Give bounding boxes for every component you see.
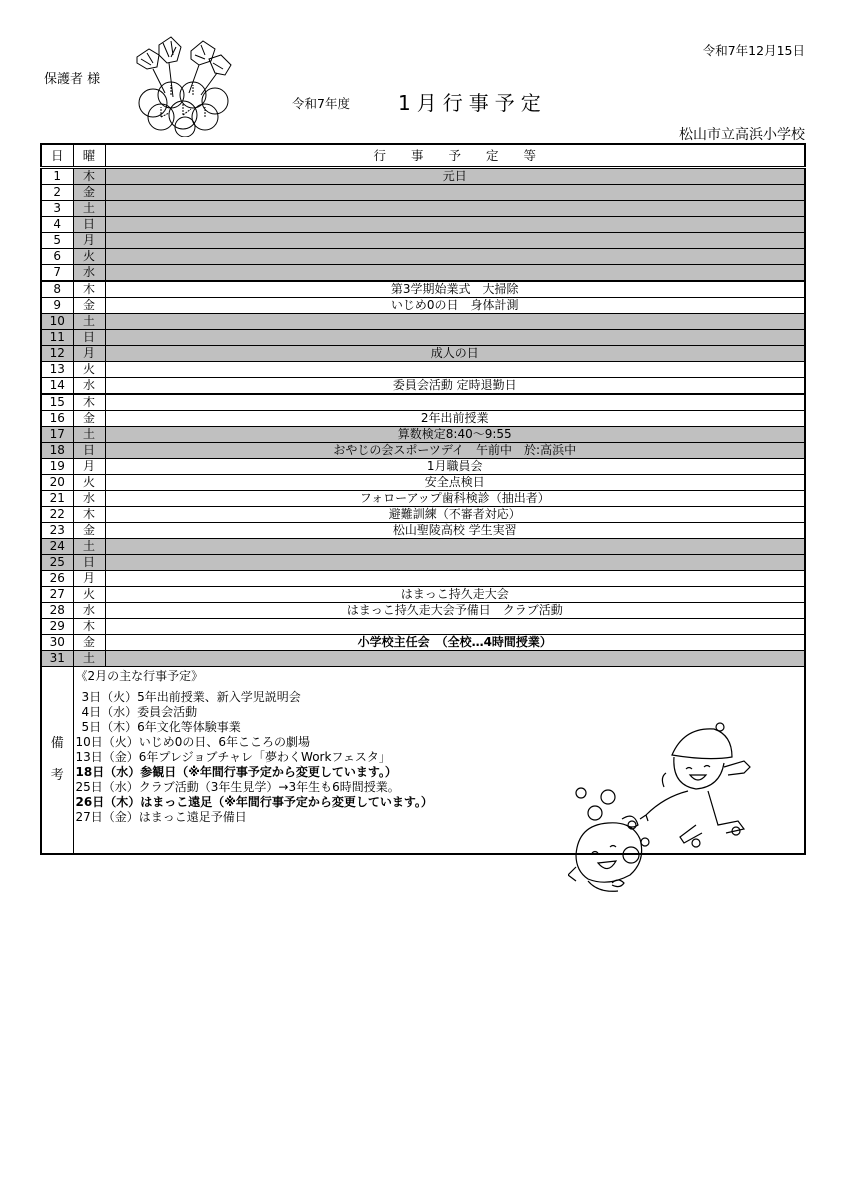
table-row — [41, 185, 805, 201]
weekday-cell: 木 — [73, 281, 105, 298]
table-row — [41, 635, 805, 651]
flower-illustration-icon — [131, 33, 239, 137]
weekday-cell: 金 — [73, 298, 105, 314]
table-row — [41, 443, 805, 459]
children-snowball-illustration-icon — [568, 715, 768, 895]
day-cell: 2 — [41, 185, 73, 201]
day-cell: 20 — [41, 475, 73, 491]
table-row — [41, 411, 805, 427]
weekday-cell: 金 — [73, 185, 105, 201]
table-row — [41, 378, 805, 395]
table-header-row — [41, 144, 805, 168]
table-row — [41, 249, 805, 265]
table-row — [41, 619, 805, 635]
weekday-cell: 火 — [73, 249, 105, 265]
weekday-cell: 土 — [73, 314, 105, 330]
event-cell — [105, 249, 805, 265]
event-cell — [105, 314, 805, 330]
note-item: 4日（水）委員会活動 — [81, 705, 198, 719]
table-row — [41, 201, 805, 217]
table-row — [41, 427, 805, 443]
day-cell: 7 — [41, 265, 73, 282]
table-row — [41, 298, 805, 314]
weekday-cell: 水 — [73, 603, 105, 619]
notes-label — [41, 667, 73, 855]
weekday-cell: 日 — [73, 330, 105, 346]
table-row — [41, 330, 805, 346]
issue-date: 令和7年12月15日 — [702, 43, 805, 58]
weekday-cell: 土 — [73, 201, 105, 217]
day-cell: 16 — [41, 411, 73, 427]
table-row — [41, 217, 805, 233]
column-header-weekday: 曜 — [73, 144, 105, 168]
table-row — [41, 587, 805, 603]
event-cell: 1月職員会 — [105, 459, 805, 475]
weekday-cell: 木 — [73, 168, 105, 185]
event-cell: 元日 — [105, 168, 805, 185]
weekday-cell: 月 — [73, 233, 105, 249]
weekday-cell: 月 — [73, 459, 105, 475]
event-cell — [105, 394, 805, 411]
weekday-cell: 金 — [73, 411, 105, 427]
table-row — [41, 507, 805, 523]
day-cell: 10 — [41, 314, 73, 330]
event-cell: はまっこ持久走大会 — [105, 587, 805, 603]
event-cell: 算数検定8:40～9:55 — [105, 427, 805, 443]
weekday-cell: 火 — [73, 362, 105, 378]
day-cell: 26 — [41, 571, 73, 587]
table-row — [41, 281, 805, 298]
table-row — [41, 539, 805, 555]
day-cell: 1 — [41, 168, 73, 185]
table-row — [41, 523, 805, 539]
day-cell: 3 — [41, 201, 73, 217]
column-header-day: 日 — [41, 144, 73, 168]
event-cell: 松山聖陵高校 学生実習 — [105, 523, 805, 539]
day-cell: 14 — [41, 378, 73, 395]
day-cell: 11 — [41, 330, 73, 346]
day-cell: 6 — [41, 249, 73, 265]
note-item-important: 18日（水）参観日（※年間行事予定から変更しています。） — [75, 765, 397, 779]
event-cell — [105, 362, 805, 378]
event-cell: 成人の日 — [105, 346, 805, 362]
event-cell: 第3学期始業式 大掃除 — [105, 281, 805, 298]
day-cell: 28 — [41, 603, 73, 619]
note-item: 3日（火）5年出前授業、新入学児説明会 — [81, 690, 301, 704]
note-item-important: 26日（木）はまっこ遠足（※年間行事予定から変更しています。） — [75, 795, 433, 809]
fiscal-year: 令和7年度 — [292, 96, 350, 111]
event-cell — [105, 571, 805, 587]
weekday-cell: 金 — [73, 635, 105, 651]
weekday-cell: 水 — [73, 378, 105, 395]
table-row — [41, 491, 805, 507]
note-item: 10日（火）いじめ0の日、6年こころの劇場 — [75, 735, 311, 749]
weekday-cell: 火 — [73, 587, 105, 603]
weekday-cell: 土 — [73, 651, 105, 667]
day-cell: 4 — [41, 217, 73, 233]
event-cell: はまっこ持久走大会予備日 クラブ活動 — [105, 603, 805, 619]
notes-label-top: 備 — [50, 736, 64, 751]
day-cell: 18 — [41, 443, 73, 459]
event-cell — [105, 185, 805, 201]
day-cell: 27 — [41, 587, 73, 603]
day-cell: 30 — [41, 635, 73, 651]
day-cell: 22 — [41, 507, 73, 523]
day-cell: 24 — [41, 539, 73, 555]
weekday-cell: 火 — [73, 475, 105, 491]
table-row — [41, 603, 805, 619]
event-cell: いじめ0の日 身体計測 — [105, 298, 805, 314]
table-row — [41, 265, 805, 282]
weekday-cell: 日 — [73, 443, 105, 459]
day-cell: 19 — [41, 459, 73, 475]
note-item: 27日（金）はまっこ遠足予備日 — [75, 810, 247, 824]
column-header-events: 行 事 予 定 等 — [105, 144, 805, 168]
notes-label-bottom: 考 — [50, 768, 64, 783]
event-cell: 2年出前授業 — [105, 411, 805, 427]
day-cell: 9 — [41, 298, 73, 314]
weekday-cell: 水 — [73, 491, 105, 507]
event-cell: 安全点検日 — [105, 475, 805, 491]
day-cell: 17 — [41, 427, 73, 443]
table-row — [41, 394, 805, 411]
table-row — [41, 459, 805, 475]
weekday-cell: 土 — [73, 427, 105, 443]
table-row — [41, 475, 805, 491]
weekday-cell: 金 — [73, 523, 105, 539]
day-cell: 5 — [41, 233, 73, 249]
event-cell: おやじの会スポーツデイ 午前中 於:高浜中 — [105, 443, 805, 459]
event-cell — [105, 233, 805, 249]
table-row — [41, 314, 805, 330]
event-cell — [105, 330, 805, 346]
event-cell: フォローアップ歯科検診（抽出者） — [105, 491, 805, 507]
day-cell: 29 — [41, 619, 73, 635]
event-cell — [105, 265, 805, 282]
event-cell — [105, 217, 805, 233]
weekday-cell: 日 — [73, 217, 105, 233]
event-cell: 委員会活動 定時退勤日 — [105, 378, 805, 395]
table-row — [41, 168, 805, 185]
weekday-cell: 土 — [73, 539, 105, 555]
page-title: 1月行事予定 — [398, 91, 547, 115]
day-cell: 21 — [41, 491, 73, 507]
note-item: 5日（木）6年文化等体験事業 — [81, 720, 241, 734]
table-row — [41, 651, 805, 667]
day-cell: 25 — [41, 555, 73, 571]
table-row — [41, 571, 805, 587]
note-item: 13日（金）6年プレジョブチャレ「夢わくWorkフェスタ」 — [75, 750, 391, 764]
table-row — [41, 346, 805, 362]
weekday-cell: 日 — [73, 555, 105, 571]
event-cell: 小学校主任会 （全校…4時間授業） — [105, 635, 805, 651]
notes-heading: 《2月の主な行事予定》 — [75, 669, 204, 683]
day-cell: 31 — [41, 651, 73, 667]
event-cell — [105, 555, 805, 571]
table-row — [41, 362, 805, 378]
event-cell — [105, 651, 805, 667]
day-cell: 8 — [41, 281, 73, 298]
event-cell: 避難訓練（不審者対応） — [105, 507, 805, 523]
table-row — [41, 233, 805, 249]
school-name: 松山市立高浜小学校 — [679, 127, 805, 143]
recipient-label: 保護者 様 — [44, 72, 101, 87]
weekday-cell: 水 — [73, 265, 105, 282]
weekday-cell: 木 — [73, 394, 105, 411]
day-cell: 12 — [41, 346, 73, 362]
note-item: 25日（水）クラブ活動（3年生見学）→3年生も6時間授業。 — [75, 780, 400, 794]
table-row — [41, 555, 805, 571]
event-cell — [105, 201, 805, 217]
day-cell: 23 — [41, 523, 73, 539]
weekday-cell: 木 — [73, 507, 105, 523]
event-cell — [105, 539, 805, 555]
day-cell: 13 — [41, 362, 73, 378]
weekday-cell: 木 — [73, 619, 105, 635]
day-cell: 15 — [41, 394, 73, 411]
weekday-cell: 月 — [73, 571, 105, 587]
weekday-cell: 月 — [73, 346, 105, 362]
event-cell — [105, 619, 805, 635]
